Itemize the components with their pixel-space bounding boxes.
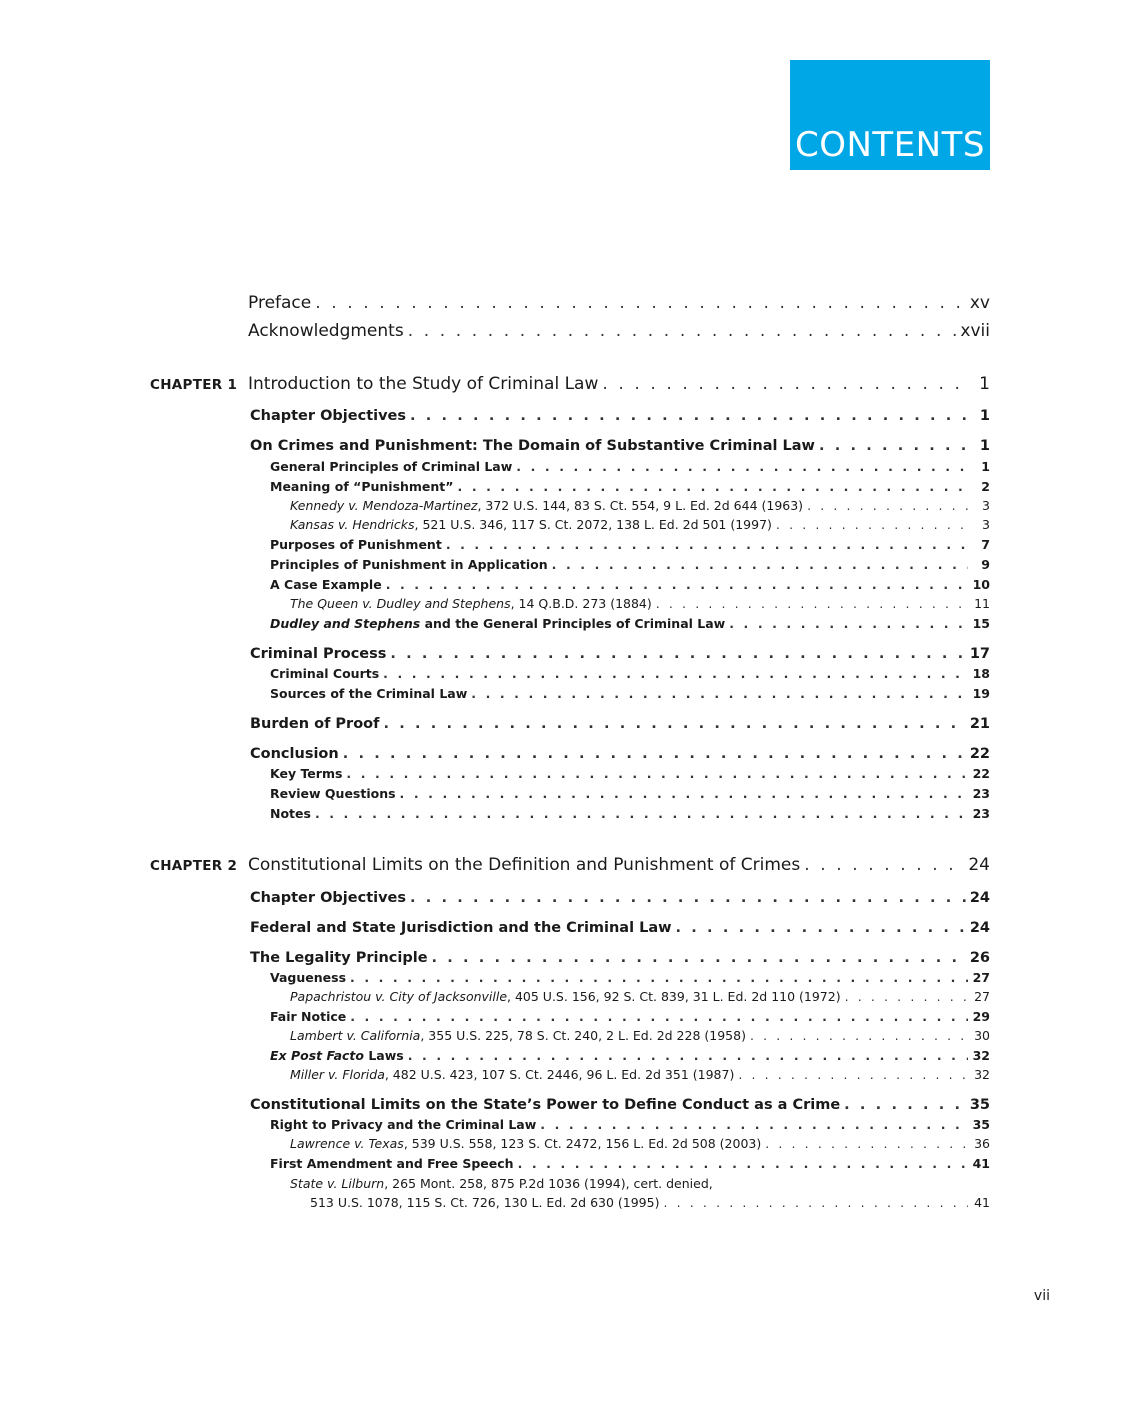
dot-leader [552, 557, 968, 572]
dot-leader [350, 970, 968, 985]
entry-page-number: 9 [981, 557, 990, 572]
section-title: On Crimes and Punishment: The Domain of Substantive Criminal Law [250, 438, 815, 454]
subsection-entry[interactable] [270, 1048, 990, 1063]
front-matter-title: Acknowledgments [248, 321, 404, 341]
section-entry[interactable] [250, 408, 990, 424]
case-name: The Queen v. Dudley and Stephens [290, 596, 511, 611]
section-title: Burden of Proof [250, 716, 380, 732]
dot-leader [676, 920, 966, 936]
entry-page-number: 35 [972, 1117, 990, 1132]
entry-page-number: 3 [982, 517, 990, 532]
section-title: Principles of Punishment in Application [270, 557, 548, 572]
contents-title: CONTENTS [795, 125, 985, 165]
entry-page-number: 35 [969, 1097, 990, 1113]
section-entry[interactable] [250, 890, 990, 906]
page-number: vii [1033, 1288, 1050, 1304]
section-title: and the General Principles of Criminal Law [420, 616, 726, 631]
chapter-heading[interactable] [248, 374, 990, 394]
entry-page-number: 18 [972, 666, 990, 681]
entry-title [250, 950, 428, 966]
entry-title [248, 374, 598, 394]
entry-page-number: 11 [974, 596, 990, 611]
section-entry[interactable] [250, 646, 990, 662]
entry-title [270, 479, 454, 494]
dot-leader [602, 374, 968, 394]
dot-leader [804, 855, 964, 875]
case-citation: , 539 U.S. 558, 123 S. Ct. 2472, 156 L. Ed. 2d 508 (2003) [403, 1136, 762, 1151]
entry-title [250, 920, 672, 936]
entry-page-number: 10 [972, 577, 990, 592]
entry-title [270, 459, 512, 474]
entry-page-number: 22 [972, 766, 990, 781]
section-title: Key Terms [270, 766, 343, 781]
emphasized-title: Ex Post Facto [270, 1048, 364, 1063]
entry-title [290, 989, 841, 1004]
section-title: Federal and State Jurisdiction and the Criminal Law [250, 920, 672, 936]
entry-page-number: 23 [972, 786, 990, 801]
entry-page-number: 21 [969, 716, 990, 732]
entry-page-number: 27 [974, 989, 990, 1004]
dot-leader [346, 766, 968, 781]
case-entry[interactable] [290, 989, 990, 1004]
subsection-entry[interactable] [270, 616, 990, 631]
subsection-entry[interactable] [270, 479, 990, 494]
entry-page-number: 41 [972, 1156, 990, 1171]
entry-title [270, 557, 548, 572]
subsection-entry[interactable] [270, 766, 990, 781]
case-entry[interactable] [290, 517, 990, 532]
entry-title [270, 1156, 514, 1171]
dot-leader [458, 479, 968, 494]
entry-title [248, 293, 311, 313]
section-entry[interactable] [250, 716, 990, 732]
chapter-label: CHAPTER 2 [150, 858, 238, 874]
case-entry[interactable] [290, 1176, 713, 1191]
entry-page-number: 3 [982, 498, 990, 513]
entry-page-number: 26 [969, 950, 990, 966]
case-citation: , 372 U.S. 144, 83 S. Ct. 554, 9 L. Ed. 2d 644 (1963) [477, 498, 804, 513]
dot-leader [663, 1195, 968, 1210]
entry-title [310, 1195, 659, 1210]
entry-title [270, 537, 442, 552]
section-title: Criminal Process [250, 646, 387, 662]
dot-leader [400, 786, 968, 801]
entry-title [250, 408, 406, 424]
case-entry[interactable] [290, 498, 990, 513]
subsection-entry[interactable] [270, 577, 990, 592]
chapter-heading[interactable] [248, 855, 990, 875]
case-name: Kansas v. Hendricks [290, 517, 415, 532]
dot-leader [446, 537, 968, 552]
case-citation: , 521 U.S. 346, 117 S. Ct. 2072, 138 L. Ed. 2d 501 (1997) [414, 517, 772, 532]
entry-title [248, 855, 800, 875]
entry-title [270, 1009, 346, 1024]
entry-page-number: 23 [972, 806, 990, 821]
dot-leader [471, 686, 968, 701]
dot-leader [540, 1117, 968, 1132]
dot-leader [410, 890, 966, 906]
entry-page-number: 2 [981, 479, 990, 494]
entry-page-number: 27 [972, 970, 990, 985]
section-entry[interactable] [250, 920, 990, 936]
entry-page-number: 1 [979, 408, 990, 424]
case-name: Kennedy v. Mendoza-Martinez [290, 498, 478, 513]
front-matter-item[interactable] [248, 293, 990, 313]
case-citation: , 265 Mont. 258, 875 P.2d 1036 (1994), cert. denied, [384, 1176, 713, 1191]
dot-leader [383, 716, 965, 732]
subsection-entry[interactable] [270, 557, 990, 572]
case-name: Papachristou v. City of Jacksonville [290, 989, 508, 1004]
section-title: Chapter Objectives [250, 890, 407, 906]
case-entry[interactable] [290, 1136, 990, 1151]
entry-page-number: 1 [979, 374, 990, 394]
entry-title [250, 1097, 840, 1113]
dot-leader [408, 321, 957, 341]
dot-leader [656, 596, 968, 611]
entry-page-number: 32 [972, 1048, 990, 1063]
section-title: Constitutional Limits on the State’s Power to Define Conduct as a Crime [250, 1097, 841, 1113]
entry-page-number: xv [969, 293, 990, 313]
case-entry[interactable] [290, 1067, 990, 1082]
entry-title [290, 596, 652, 611]
case-name: Lambert v. California [290, 1028, 421, 1043]
dot-leader [408, 1048, 968, 1063]
dot-leader [516, 459, 968, 474]
subsection-entry[interactable] [270, 537, 990, 552]
entry-title [250, 746, 339, 762]
dot-leader [750, 1028, 968, 1043]
entry-page-number: 30 [974, 1028, 990, 1043]
entry-page-number: 29 [972, 1009, 990, 1024]
subsection-entry[interactable] [270, 1117, 990, 1132]
section-title: First Amendment and Free Speech [270, 1156, 514, 1171]
entry-page-number: 24 [969, 890, 990, 906]
entry-title [250, 438, 815, 454]
section-title: General Principles of Criminal Law [270, 459, 513, 474]
entry-page-number: 1 [981, 459, 990, 474]
dot-leader [518, 1156, 968, 1171]
case-name: Miller v. Florida [290, 1067, 385, 1082]
case-name: Lawrence v. Texas [290, 1136, 404, 1151]
entry-page-number: 1 [979, 438, 990, 454]
entry-page-number: xvii [960, 321, 990, 341]
dot-leader [390, 646, 965, 662]
dot-leader [738, 1067, 968, 1082]
entry-page-number: 17 [969, 646, 990, 662]
entry-title [270, 666, 379, 681]
case-entry[interactable] [290, 1028, 990, 1043]
entry-page-number: 7 [981, 537, 990, 552]
subsection-entry[interactable] [270, 459, 990, 474]
subsection-entry[interactable] [270, 786, 990, 801]
subsection-entry[interactable] [270, 806, 990, 821]
section-title: Review Questions [270, 786, 396, 801]
entry-title [290, 517, 772, 532]
dot-leader [819, 438, 968, 454]
section-entry[interactable] [250, 1097, 990, 1113]
entry-title [270, 1117, 536, 1132]
entry-title [270, 686, 467, 701]
entry-title [270, 766, 342, 781]
contents-banner [790, 60, 990, 170]
case-citation: , 355 U.S. 225, 78 S. Ct. 240, 2 L. Ed. 2d 228 (1958) [420, 1028, 746, 1043]
entry-title [270, 786, 396, 801]
entry-page-number: 36 [974, 1136, 990, 1151]
section-entry[interactable] [250, 438, 990, 454]
section-title: Purposes of Punishment [270, 537, 442, 552]
entry-title [270, 616, 725, 631]
subsection-entry[interactable] [270, 666, 990, 681]
entry-title [270, 806, 311, 821]
emphasized-title: Dudley and Stephens [270, 616, 421, 631]
section-title: Criminal Courts [270, 666, 380, 681]
entry-page-number: 24 [969, 920, 990, 936]
chapter-title: Introduction to the Study of Criminal Law [248, 374, 599, 394]
front-matter-title: Preface [248, 293, 312, 313]
subsection-entry[interactable] [270, 970, 990, 985]
section-entry[interactable] [250, 746, 990, 762]
entry-title [290, 1136, 761, 1151]
subsection-entry[interactable] [270, 686, 990, 701]
section-title: Right to Privacy and the Criminal Law [270, 1117, 537, 1132]
dot-leader [765, 1136, 968, 1151]
entry-title [290, 1028, 746, 1043]
section-title: Meaning of “Punishment” [270, 479, 454, 494]
case-citation: , 14 Q.B.D. 273 (1884) [510, 596, 652, 611]
entry-title [250, 890, 406, 906]
entry-page-number: 19 [972, 686, 990, 701]
dot-leader [410, 408, 968, 424]
entry-page-number: 24 [968, 855, 990, 875]
section-title: A Case Example [270, 577, 382, 592]
section-title: The Legality Principle [250, 950, 428, 966]
entry-title [250, 716, 379, 732]
case-citation: , 482 U.S. 423, 107 S. Ct. 2446, 96 L. Ed. 2d 351 (1987) [384, 1067, 735, 1082]
dot-leader [315, 806, 968, 821]
dot-leader [729, 616, 968, 631]
chapter-title: Constitutional Limits on the Definition and Punishment of Crimes [248, 855, 801, 875]
dot-leader [432, 950, 966, 966]
section-title: Conclusion [250, 746, 339, 762]
case-entry[interactable] [290, 596, 990, 611]
entry-title [270, 970, 346, 985]
front-matter-item[interactable] [248, 321, 990, 341]
entry-title [270, 1048, 404, 1063]
section-title: Chapter Objectives [250, 408, 407, 424]
section-title: Laws [363, 1048, 404, 1063]
section-entry[interactable] [250, 950, 990, 966]
dot-leader [844, 1097, 966, 1113]
case-citation: , 405 U.S. 156, 92 S. Ct. 839, 31 L. Ed. 2d 110 (1972) [507, 989, 841, 1004]
case-entry-continued[interactable] [310, 1195, 990, 1210]
section-title: Vagueness [270, 970, 347, 985]
entry-page-number: 22 [969, 746, 990, 762]
dot-leader [845, 989, 968, 1004]
case-citation-continued: 513 U.S. 1078, 115 S. Ct. 726, 130 L. Ed. 2d 630 (1995) [310, 1195, 660, 1210]
entry-title [290, 1067, 734, 1082]
entry-page-number: 41 [974, 1195, 990, 1210]
entry-page-number: 15 [972, 616, 990, 631]
section-title: Sources of the Criminal Law [270, 686, 468, 701]
dot-leader [383, 666, 968, 681]
dot-leader [350, 1009, 968, 1024]
subsection-entry[interactable] [270, 1156, 990, 1171]
dot-leader [343, 746, 966, 762]
entry-title [270, 577, 382, 592]
section-title: Notes [270, 806, 311, 821]
dot-leader [807, 498, 968, 513]
section-title: Fair Notice [270, 1009, 347, 1024]
entry-page-number: 32 [974, 1067, 990, 1082]
dot-leader [386, 577, 968, 592]
chapter-label: CHAPTER 1 [150, 377, 238, 393]
dot-leader [315, 293, 966, 313]
entry-title [290, 498, 803, 513]
dot-leader [776, 517, 968, 532]
case-name: State v. Lilburn [290, 1176, 385, 1191]
entry-title [248, 321, 404, 341]
subsection-entry[interactable] [270, 1009, 990, 1024]
entry-title [250, 646, 386, 662]
